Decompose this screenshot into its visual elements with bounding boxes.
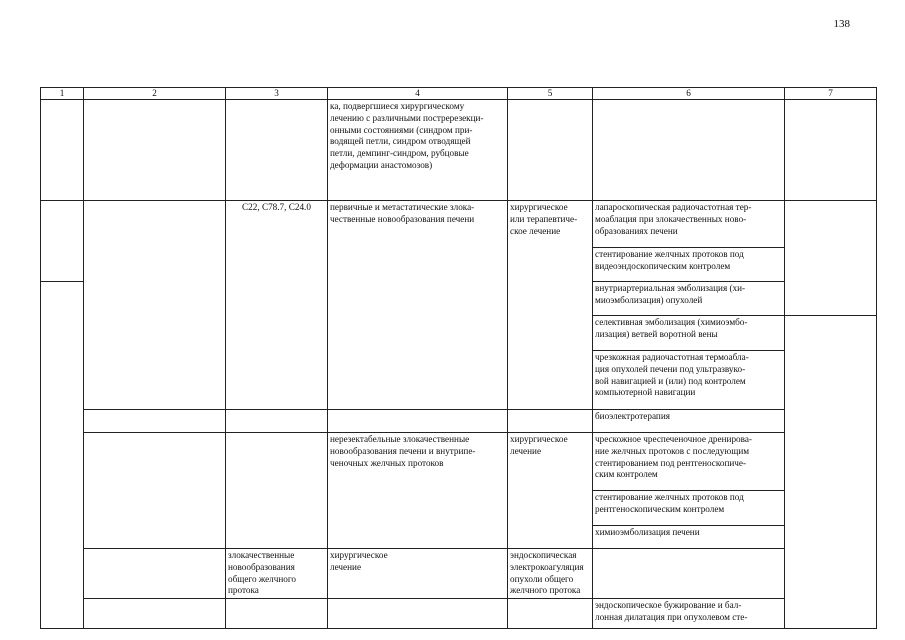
table-cell: стентирование желчных протоков под рентгеноскопическим контролем	[593, 491, 785, 526]
table-cell	[41, 248, 84, 282]
column-header-1: 1	[41, 88, 84, 100]
table-cell: чрескожное чреспеченочное дренирова- ние желчных протоков с последующим стентированием под рентгеноскопиче- ским контролем	[593, 433, 785, 491]
table-row	[41, 549, 877, 599]
table-cell: хирургическое или терапевтиче- ское лечение	[508, 201, 593, 410]
table-cell: эндоскопическое бужирование и бал- лонная дилатация при опухолевом сте-	[593, 599, 785, 629]
column-header-5: 5	[508, 88, 593, 100]
table-cell	[785, 316, 877, 629]
table-row	[41, 599, 877, 629]
table-cell: C22, C78.7, C24.0	[226, 201, 328, 410]
table-cell	[84, 201, 226, 410]
table-cell: стентирование желчных протоков под видеоэндоскопическим контролем	[593, 248, 785, 282]
table-header-row	[41, 88, 877, 100]
table-cell	[84, 549, 226, 599]
column-header-3: 3	[226, 88, 328, 100]
table-cell	[785, 201, 877, 316]
table-cell: эндоскопическая электрокоагуляция опухоли общего желчного протока	[508, 549, 593, 599]
table-row	[41, 410, 877, 433]
table-cell: злокачественные новообразования общего желчного протока	[226, 549, 328, 599]
table-cell	[84, 410, 226, 433]
table-cell	[508, 100, 593, 201]
table-cell: лапароскопическая радиочастотная тер- моаблация при злокачественных ново- образованиях печени	[593, 201, 785, 248]
table-cell: первичные и метастатические злока- чественные новообразования печени	[328, 201, 508, 410]
table-cell	[785, 100, 877, 201]
table-row	[41, 433, 877, 491]
table-cell	[508, 410, 593, 433]
table-cell: хирургическое лечение	[328, 549, 508, 599]
table-cell	[84, 100, 226, 201]
table-cell	[41, 201, 84, 248]
medical-procedures-table	[40, 87, 877, 629]
table-cell	[226, 410, 328, 433]
table-cell: химиоэмболизация печени	[593, 526, 785, 549]
table-cell	[226, 100, 328, 201]
column-header-2: 2	[84, 88, 226, 100]
table-cell: чрезкожная радиочастотная термоабла- ция опухолей печени под ультразвуко- вой навигацией и (или) под контролем компьютерной навигации	[593, 351, 785, 410]
table-cell: хирургическое лечение	[508, 433, 593, 549]
table-cell	[593, 100, 785, 201]
table-cell: внутриартериальная эмболизация (хи- миоэмболизация) опухолей	[593, 282, 785, 316]
table-cell: нерезектабельные злокачественные новообразования печени и внутрипе- ченочных желчных протоков	[328, 433, 508, 549]
column-header-4: 4	[328, 88, 508, 100]
table-cell	[328, 599, 508, 629]
table-row	[41, 100, 877, 201]
table-cell	[41, 282, 84, 629]
table-cell	[84, 599, 226, 629]
table-cell	[41, 100, 84, 201]
table-cell: биоэлектротерапия	[593, 410, 785, 433]
table-cell	[226, 433, 328, 549]
page-number: 138	[833, 18, 850, 30]
table-cell	[328, 410, 508, 433]
table-cell	[226, 599, 328, 629]
column-header-7: 7	[785, 88, 877, 100]
table-cell	[508, 599, 593, 629]
column-header-6: 6	[593, 88, 785, 100]
table-row	[41, 201, 877, 248]
table-cell: ка, подвергшиеся хирургическому лечению с различными постререзекци- онными состояниями (синдром при- водящей петли, синдром отводящей петли, демпинг-синдром, рубцовые деформации анастомозов)	[328, 100, 508, 201]
table-cell: селективная эмболизация (химиоэмбо- лизация) ветвей воротной вены	[593, 316, 785, 351]
table-cell	[84, 433, 226, 549]
